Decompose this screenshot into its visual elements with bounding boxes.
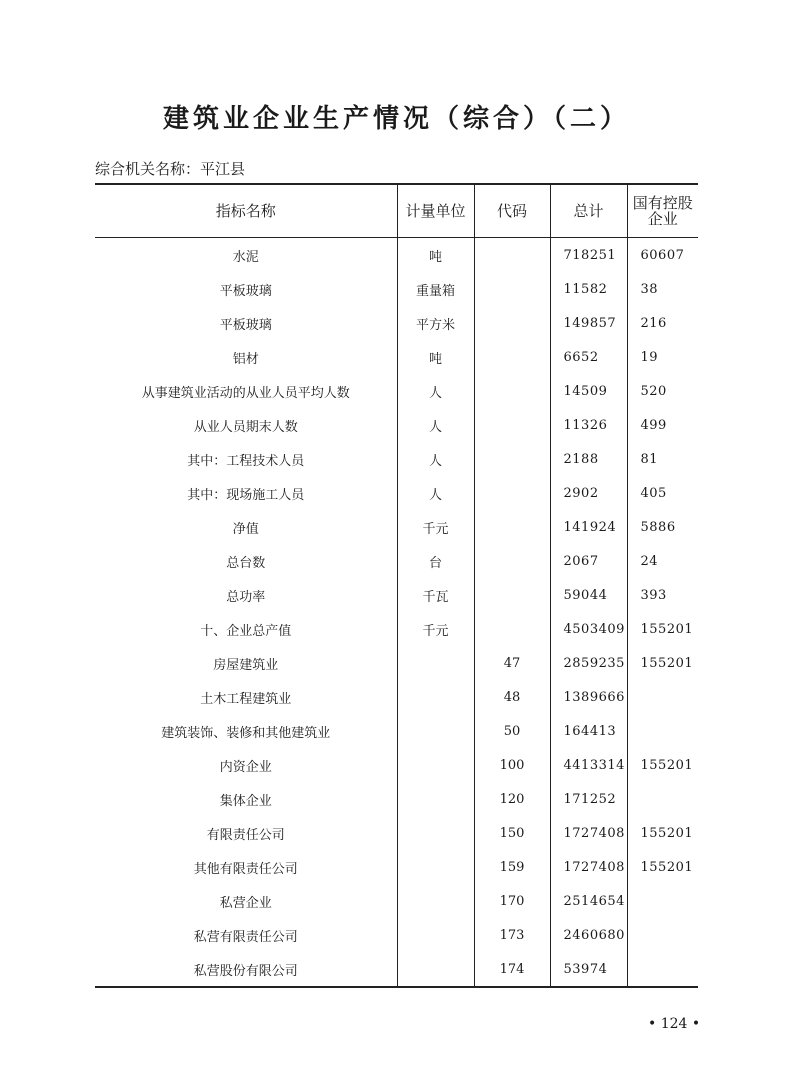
header-state-owned [627, 184, 698, 238]
table-row [95, 408, 698, 442]
table-row [95, 850, 698, 884]
cell-state-owned [627, 782, 698, 816]
table-row [95, 884, 698, 918]
cell-code [474, 374, 550, 408]
cell-state-owned [627, 884, 698, 918]
cell-state-owned: 155201 [627, 646, 698, 680]
table-row [95, 374, 698, 408]
cell-state-owned [627, 918, 698, 952]
table-row [95, 714, 698, 748]
table-row [95, 340, 698, 374]
cell-state-owned: 60607 [627, 238, 698, 273]
org-line [95, 158, 245, 179]
cell-indicator-name: 总功率 [226, 589, 266, 605]
table-body [95, 238, 698, 988]
table-row [95, 918, 698, 952]
cell-state-owned: 24 [627, 544, 698, 578]
cell-unit [397, 782, 474, 816]
table-row [95, 272, 698, 306]
cell-state-owned [627, 714, 698, 748]
cell-code: 159 [474, 850, 550, 884]
cell-state-owned: 393 [627, 578, 698, 612]
cell-state-owned [627, 680, 698, 714]
cell-total: 2067 [550, 544, 627, 578]
cell-total: 2514654 [550, 884, 627, 918]
header-unit: 计量单位 [397, 184, 474, 238]
header-state-owned-line1: 国有控股 [632, 194, 693, 212]
cell-unit [397, 714, 474, 748]
cell-state-owned: 38 [627, 272, 698, 306]
table-row [95, 612, 698, 646]
cell-unit: 人 [397, 374, 474, 408]
cell-code [474, 442, 550, 476]
cell-total: 2188 [550, 442, 627, 476]
cell-total: 1389666 [550, 680, 627, 714]
table-row [95, 782, 698, 816]
cell-unit [397, 952, 474, 987]
cell-code: 100 [474, 748, 550, 782]
cell-indicator-name: 内资企业 [219, 759, 272, 775]
cell-indicator-name: 净值 [232, 521, 259, 537]
cell-state-owned: 155201 [627, 850, 698, 884]
cell-unit: 吨 [397, 340, 474, 374]
cell-code: 47 [474, 646, 550, 680]
cell-total: 2859235 [550, 646, 627, 680]
cell-total: 2460680 [550, 918, 627, 952]
header-total: 总计 [550, 184, 627, 238]
org-label: 综合机关名称： [95, 160, 201, 178]
cell-total: 53974 [550, 952, 627, 987]
cell-unit: 千元 [397, 510, 474, 544]
cell-indicator-name: 私营企业 [219, 895, 272, 911]
table-row [95, 544, 698, 578]
cell-code [474, 272, 550, 306]
cell-code [474, 612, 550, 646]
cell-unit [397, 884, 474, 918]
table-row [95, 238, 698, 273]
cell-total: 1727408 [550, 816, 627, 850]
header-indicator-name: 指标名称 [95, 184, 397, 238]
table-row [95, 952, 698, 987]
org-name: 平江县 [200, 160, 246, 178]
cell-code [474, 340, 550, 374]
cell-code [474, 408, 550, 442]
cell-state-owned: 499 [627, 408, 698, 442]
cell-code: 173 [474, 918, 550, 952]
table-row [95, 306, 698, 340]
cell-indicator-name: 其中：工程技术人员 [187, 453, 305, 469]
cell-state-owned: 81 [627, 442, 698, 476]
table-row [95, 578, 698, 612]
cell-unit: 人 [397, 408, 474, 442]
cell-indicator-name: 私营股份有限公司 [95, 952, 397, 987]
page-number: • 124 • [648, 1016, 701, 1032]
cell-total: 14509 [550, 374, 627, 408]
cell-total: 4503409 [550, 612, 627, 646]
cell-code [474, 306, 550, 340]
cell-state-owned: 19 [627, 340, 698, 374]
table-row [95, 680, 698, 714]
cell-unit [397, 646, 474, 680]
header-code: 代码 [474, 184, 550, 238]
cell-state-owned: 155201 [627, 612, 698, 646]
cell-code: 48 [474, 680, 550, 714]
cell-state-owned [627, 952, 698, 987]
cell-unit: 千元 [397, 612, 474, 646]
cell-total: 11582 [550, 272, 627, 306]
cell-unit [397, 680, 474, 714]
table-header-row [95, 184, 698, 238]
cell-indicator-name: 房屋建筑业 [213, 657, 279, 673]
cell-indicator-name: 私营有限责任公司 [193, 929, 298, 945]
cell-indicator-name: 水泥 [232, 249, 259, 265]
cell-code: 150 [474, 816, 550, 850]
cell-state-owned: 405 [627, 476, 698, 510]
cell-indicator-name: 其他有限责任公司 [193, 861, 298, 877]
cell-indicator-name: 土木工程建筑业 [200, 691, 292, 707]
cell-total: 164413 [550, 714, 627, 748]
table-row [95, 646, 698, 680]
cell-unit: 千瓦 [397, 578, 474, 612]
page-title: 建筑业企业生产情况（综合）（二） [162, 104, 630, 134]
statistics-table [95, 183, 698, 988]
cell-indicator-name: 有限责任公司 [206, 827, 285, 843]
cell-total: 59044 [550, 578, 627, 612]
cell-indicator-name: 其中：现场施工人员 [187, 487, 305, 503]
table-row [95, 442, 698, 476]
cell-code [474, 510, 550, 544]
table-row [95, 476, 698, 510]
cell-indicator-name: 平板玻璃 [219, 283, 272, 299]
cell-unit: 人 [397, 442, 474, 476]
cell-code [474, 578, 550, 612]
cell-unit: 人 [397, 476, 474, 510]
cell-unit [397, 816, 474, 850]
cell-total: 1727408 [550, 850, 627, 884]
cell-total: 4413314 [550, 748, 627, 782]
header-state-owned-line2: 企业 [647, 210, 678, 228]
cell-indicator-name: 十、企业总产值 [200, 623, 292, 639]
cell-unit [397, 748, 474, 782]
cell-code: 170 [474, 884, 550, 918]
cell-total: 11326 [550, 408, 627, 442]
cell-total: 2902 [550, 476, 627, 510]
cell-unit: 重量箱 [397, 272, 474, 306]
cell-total: 6652 [550, 340, 627, 374]
cell-unit: 台 [397, 544, 474, 578]
cell-state-owned: 5886 [627, 510, 698, 544]
table-row [95, 816, 698, 850]
cell-code: 50 [474, 714, 550, 748]
cell-total: 149857 [550, 306, 627, 340]
cell-code: 120 [474, 782, 550, 816]
cell-total: 718251 [550, 238, 627, 273]
cell-indicator-name: 总台数 [226, 555, 266, 571]
cell-code [474, 238, 550, 273]
cell-unit: 吨 [397, 238, 474, 273]
cell-indicator-name: 从事建筑业活动的从业人员平均人数 [141, 385, 350, 401]
cell-indicator-name: 铝材 [232, 351, 259, 367]
cell-unit: 平方米 [397, 306, 474, 340]
cell-indicator-name: 平板玻璃 [219, 317, 272, 333]
cell-indicator-name: 建筑装饰、装修和其他建筑业 [161, 725, 331, 741]
cell-code [474, 544, 550, 578]
cell-indicator-name: 从业人员期末人数 [193, 419, 298, 435]
cell-code [474, 476, 550, 510]
cell-state-owned: 520 [627, 374, 698, 408]
cell-total: 141924 [550, 510, 627, 544]
cell-unit [397, 918, 474, 952]
cell-unit [397, 850, 474, 884]
table-row [95, 748, 698, 782]
cell-state-owned: 155201 [627, 748, 698, 782]
table-row [95, 510, 698, 544]
cell-state-owned: 155201 [627, 816, 698, 850]
cell-total: 171252 [550, 782, 627, 816]
cell-indicator-name: 集体企业 [219, 793, 272, 809]
cell-state-owned: 216 [627, 306, 698, 340]
cell-code: 174 [474, 952, 550, 987]
